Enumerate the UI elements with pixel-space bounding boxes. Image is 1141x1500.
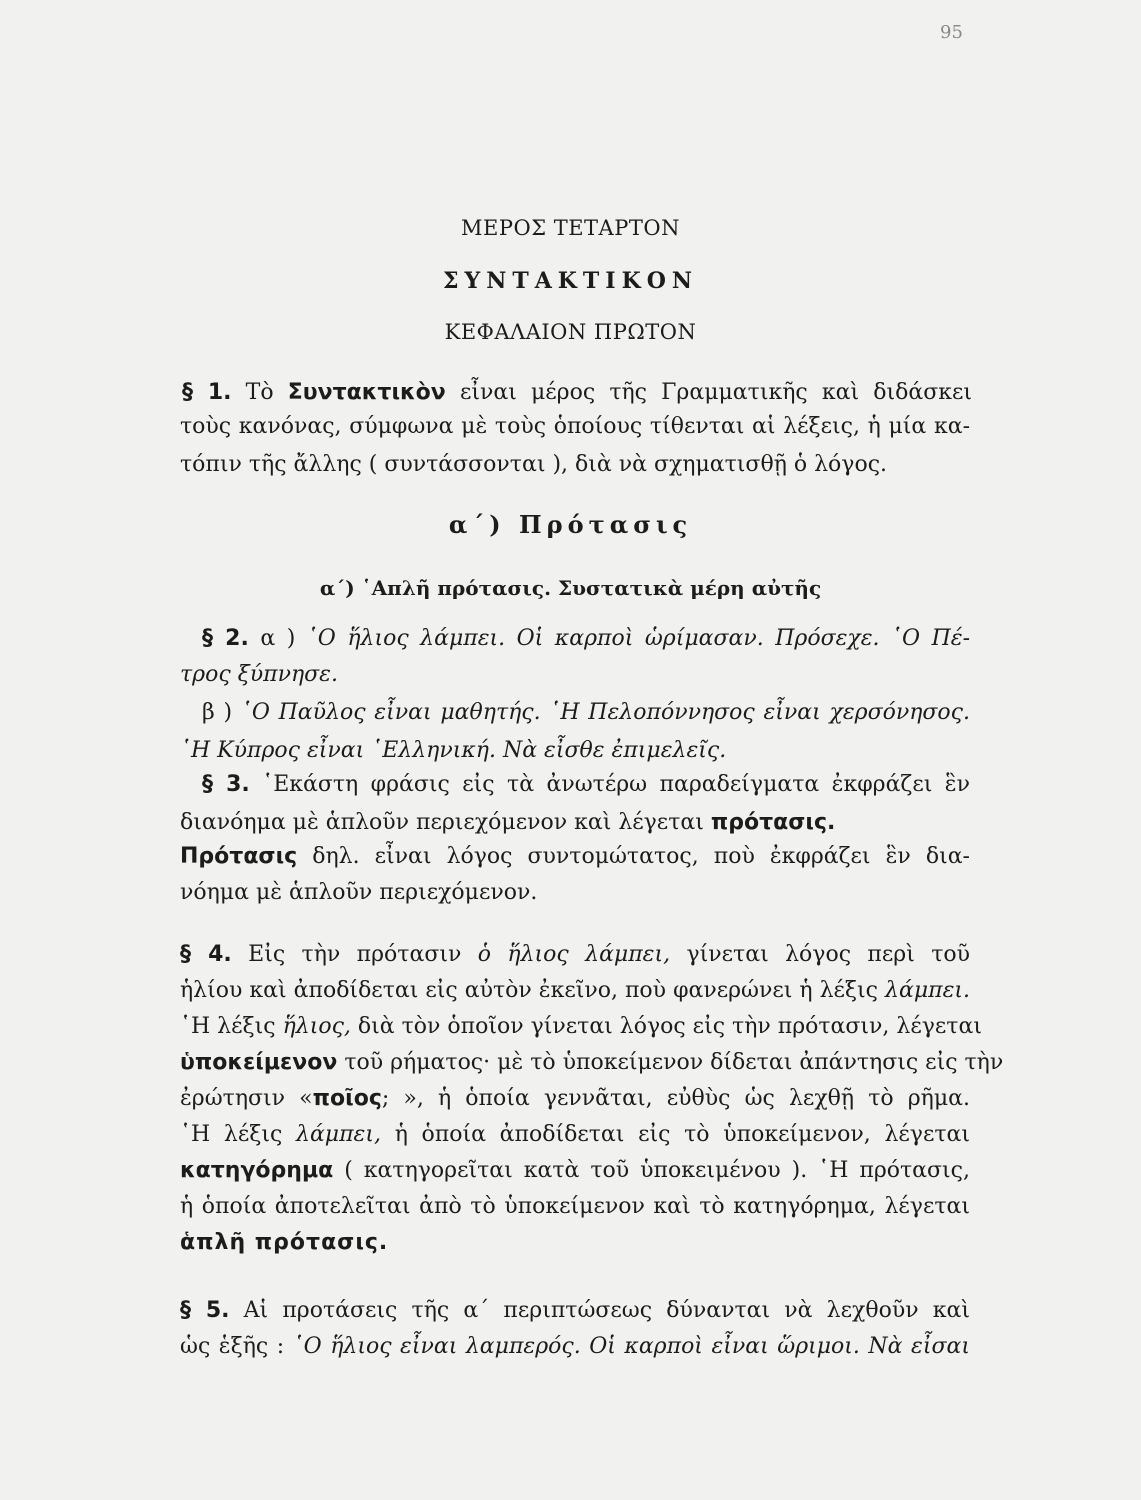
part-heading: ΜΕΡΟΣ ΤΕΤΑΡΤΟΝ	[461, 216, 680, 240]
paragraph-4-line-5: ἐρώτησιν «ποῖος; », ἡ ὁποία γεννᾶται, εὐθὺς ὡς λεχθῇ τὸ ρῆμα.	[180, 1086, 970, 1111]
paragraph-4-line-1: § 4. Εἰς τὴν πρότασιν ὁ ἥλιος λάμπει, γίνεται λόγος περὶ τοῦ	[180, 942, 971, 967]
book-title: ΣΥΝΤΑΚΤΙΚΟΝ	[443, 268, 698, 294]
paragraph-3-line-2: διανόημα μὲ ἁπλοῦν περιεχόμενον καὶ λέγεται πρότασις.	[180, 810, 836, 835]
chapter-heading: ΚΕΦΑΛΑΙΟΝ ΠΡΩΤΟΝ	[444, 320, 697, 344]
term-protasis: Πρότασις	[180, 844, 298, 869]
term-syntaktikon: Συντακτικὸν	[287, 380, 446, 405]
page-number: 95	[940, 22, 963, 43]
term-poios: ποῖος	[312, 1086, 382, 1111]
paragraph-4-line-9	[180, 1228, 970, 1258]
paragraph-4-line-6: ῾Η λέξις λάμπει, ἡ ὁποία ἀποδίδεται εἰς τὸ ὑποκείμενον, λέγεται	[180, 1122, 971, 1147]
term-protasis: πρότασις.	[710, 810, 836, 835]
paragraph-3-line-1: § 3. ῾Εκάστη φράσις εἰς τὰ ἀνωτέρω παραδείγματα ἐκφράζει ἓν	[202, 772, 970, 797]
subsection-heading: α΄) ῾Απλῆ πρότασις. Συστατικὰ μέρη αὐτῆς	[319, 576, 822, 600]
paragraph-1-line-1: § 1. Τὸ Συντακτικὸν εἶναι μέρος τῆς Γραμματικῆς καὶ διδάσκει	[182, 380, 973, 405]
paragraph-1-line-2: τοὺς κανόνας, σύμφωνα μὲ τοὺς ὁποίους τίθενται αἱ λέξεις, ἡ μία κα-	[180, 414, 970, 439]
term-haple-protasis: ἁπλῆ πρότασις.	[180, 1230, 389, 1255]
paragraph-4-line-7: κατηγόρημα ( κατηγορεῖται κατὰ τοῦ ὑποκειμένου ). ῾Η πρότασις,	[180, 1158, 970, 1183]
paragraph-2-line-4: ῾Η Κύπρος εἶναι ῾Ελληνική. Νὰ εἶσθε ἐπιμελεῖς.	[180, 738, 727, 763]
term-kategorema: κατηγόρημα	[180, 1158, 334, 1183]
paragraph-2-line-2: τρος ξύπνησε.	[180, 662, 338, 687]
term-ypokeimenon: ὑποκείμενον	[180, 1050, 338, 1075]
paragraph-3-line-4: νόημα μὲ ἁπλοῦν περιεχόμενον.	[180, 880, 538, 905]
section-number: § 1.	[182, 380, 232, 405]
paragraph-3-line-3: Πρότασις δηλ. εἶναι λόγος συντομώτατος, ποὺ ἐκφράζει ἓν δια-	[180, 844, 970, 869]
paragraph-5-line-2: ὡς ἑξῆς : ῾Ο ἥλιος εἶναι λαμπερός. Οἱ καρποὶ εἶναι ὥριμοι. Νὰ εἶσαι	[180, 1334, 970, 1359]
paragraph-4-line-3: ῾Η λέξις ἥλιος, διὰ τὸν ὁποῖον γίνεται λόγος εἰς τὴν πρότασιν, λέγεται	[180, 1014, 982, 1039]
paragraph-5-line-1: § 5. Αἱ προτάσεις τῆς α΄ περιπτώσεως δύνανται νὰ λεχθοῦν καὶ	[180, 1298, 970, 1323]
section-number: § 4.	[180, 942, 232, 967]
paragraph-4-line-2: ἡλίου καὶ ἀποδίδεται εἰς αὐτὸν ἐκεῖνο, ποὺ φανερώνει ἡ λέξις λάμπει.	[180, 978, 970, 1003]
paragraph-2-line-3: β ) ῾Ο Παῦλος εἶναι μαθητής. ῾Η Πελοπόννησος εἶναι χερσόνησος.	[202, 700, 970, 725]
section-number: § 3.	[202, 772, 250, 797]
section-number: § 5.	[180, 1298, 230, 1323]
paragraph-4-line-8: ἡ ὁποία ἀποτελεῖται ἀπὸ τὸ ὑποκείμενον καὶ τὸ κατηγόρημα, λέγεται	[180, 1194, 970, 1219]
section-heading: α΄) Πρότασις	[448, 510, 693, 539]
paragraph-4-line-4: ὑποκείμενον τοῦ ρήματος· μὲ τὸ ὑποκείμενον δίδεται ἀπάντησις εἰς τὴν	[180, 1050, 1004, 1075]
paragraph-1-line-3: τόπιν τῆς ἄλλης ( συντάσσονται ), διὰ νὰ σχηματισθῇ ὁ λόγος.	[180, 452, 888, 477]
paragraph-2-line-1: § 2. α ) ῾Ο ἥλιος λάμπει. Οἱ καρποὶ ὡρίμασαν. Πρόσεχε. ῾Ο Πέ-	[202, 626, 970, 651]
section-number: § 2.	[202, 626, 249, 651]
